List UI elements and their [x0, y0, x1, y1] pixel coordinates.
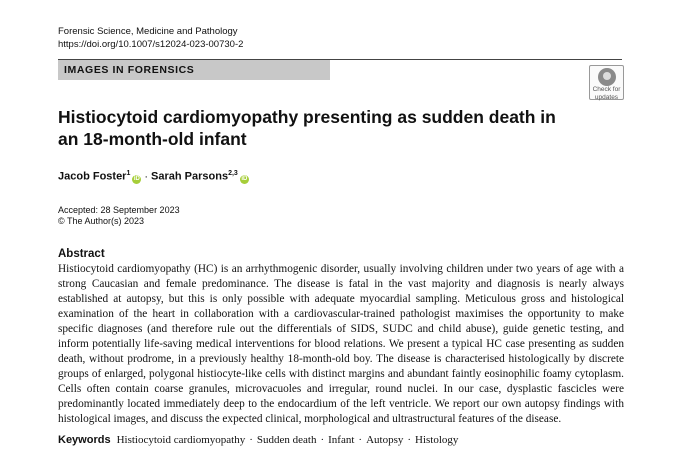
check-updates-icon	[598, 68, 616, 86]
copyright-notice: © The Author(s) 2023	[58, 216, 145, 226]
author-name[interactable]: Sarah Parsons	[151, 170, 229, 183]
abstract-heading: Abstract	[58, 248, 105, 260]
section-banner	[58, 59, 330, 80]
orcid-icon[interactable]: iD	[133, 175, 140, 182]
orcid-icon[interactable]: iD	[241, 175, 248, 182]
accepted-date: Accepted: 28 September 2023	[58, 205, 180, 215]
author-affiliation: 2,3	[228, 170, 238, 177]
journal-name: Forensic Science, Medicine and Pathology	[58, 26, 238, 37]
keyword-item: Sudden death	[256, 434, 317, 446]
keywords-section	[58, 433, 458, 447]
keyword-separator: ·	[407, 434, 412, 446]
author-separator: ·	[144, 170, 149, 183]
keyword-item: Histology	[415, 434, 459, 446]
keyword-separator: ·	[358, 434, 363, 446]
keyword-separator: ·	[320, 434, 325, 446]
check-for-updates-button[interactable]	[589, 65, 624, 100]
abstract-text: Histiocytoid cardiomyopathy (HC) is an arrhythmogenic disorder, usually involving children under two years of age with a strong Caucasian and female predominance. The disease is fatal in the vast majority and diagnosis is nearly always established at autopsy, but this is only possible with adequate myocardial sampling. Meticulous gross and histological examination of the heart in collaboration with a cardiovascular-trained pathologist maximises the opportunity to make specific diagnoses (and therefore rule out the differentials of SIDS, SUDC and child abuse), guide genetic testing, and inform potentially life-saving medical interventions for blood relations. We present a typical HC case presenting as sudden death, without prodrome, in a previously healthy 18-month-old boy. The disease is characterised histologically by discrete groups of enlarged, polygonal histiocyte-like cells with distinct margins and abundant faintly eosinophilic foamy cytoplasm. Cells often contain coarse granules, microvacuoles and irregular, round nuclei. In our case, dysplastic fascicles were predominantly located immediately deep to the endocardium of the left ventricle. We report our own autopsy findings with histological images, and discuss the expected clinical, morphological and ultrastructural features of the disease.	[58, 263, 624, 425]
keyword-item: Autopsy	[366, 434, 404, 446]
badge-line-1: Check for	[592, 86, 621, 93]
keyword-separator: ·	[249, 434, 253, 446]
author-name[interactable]: Jacob Foster	[58, 170, 127, 183]
doi-link[interactable]: https://doi.org/10.1007/s12024-023-00730-2	[58, 39, 244, 50]
section-divider	[330, 59, 622, 60]
keywords-label: Keywords	[58, 434, 111, 446]
section-label: IMAGES IN FORENSICS	[64, 64, 195, 76]
keyword-item: Infant	[328, 434, 355, 446]
author-affiliation: 1	[126, 170, 131, 177]
badge-line-2: updates	[594, 93, 619, 101]
author-list	[58, 170, 249, 184]
keyword-item: Histiocytoid cardiomyopathy	[116, 434, 246, 446]
article-title: Histiocytoid cardiomyopathy presenting as sudden death in an 18-month-old infant	[58, 107, 556, 149]
